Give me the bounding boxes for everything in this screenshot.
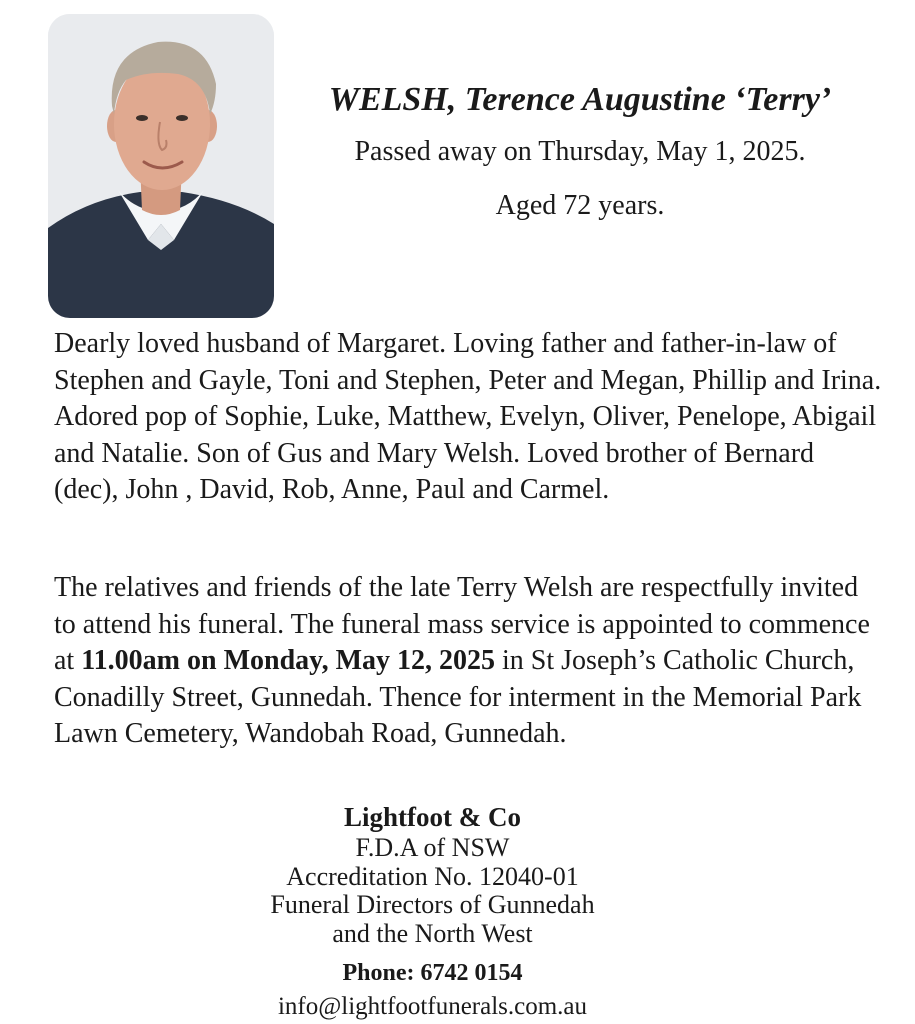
firm-name: Lightfoot & Co xyxy=(344,802,521,832)
phone-number: Phone: 6742 0154 xyxy=(342,960,523,986)
accreditation-line: Accreditation No. 12040-01 xyxy=(286,861,579,891)
funeral-paragraph xyxy=(54,570,884,753)
funeral-director-block xyxy=(0,800,865,1024)
funeral-time-date: 11.00am on Monday, May 12, 2025 xyxy=(81,645,496,677)
directors-line: Funeral Directors of Gunnedah xyxy=(270,890,595,919)
funeral-text-after: in St Joseph’s Catholic Church, Conadilly Street, Gunnedah. Thence for interment in the Memorial Park Lawn Cemetery, Wandobah Road, Gunnedah. xyxy=(54,645,862,750)
deceased-name: WELSH, Terence Augustine ‘Terry’ xyxy=(328,81,832,118)
date-of-passing: Passed away on Thursday, May 1, 2025. xyxy=(354,136,806,167)
family-paragraph: Dearly loved husband of Margaret. Loving father and father-in-law of Stephen and Gayle, Toni and Stephen, Peter and Megan, Phillip and Irina. Adored pop of Sophie, Luke, Matthew, Evelyn, Oliver, Penelope, Abigail and Natalie. Son of Gus and Mary Welsh. Loved brother of Bernard (dec), John , David, Rob, Anne, Paul and Carmel. xyxy=(54,328,882,506)
region-line: and the North West xyxy=(332,918,533,948)
email-address: info@lightfootfunerals.com.au xyxy=(277,993,588,1020)
notice-header xyxy=(290,78,870,224)
funeral-text-before: The relatives and friends of the late Terry Welsh are respectfully invited to attend his funeral. The funeral mass service is appointed to commence at xyxy=(54,572,870,677)
age: Aged 72 years. xyxy=(495,190,665,221)
portrait-photo xyxy=(48,14,274,318)
fda-line: F.D.A of NSW xyxy=(355,833,510,862)
portrait-icon xyxy=(48,14,274,318)
